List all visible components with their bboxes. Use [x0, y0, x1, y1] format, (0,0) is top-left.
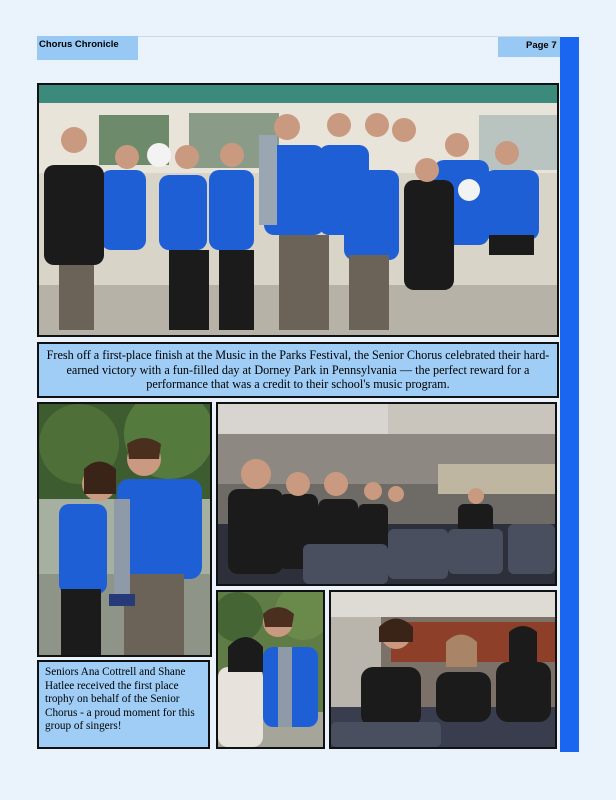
- photo-auditorium-seated-chorus: [216, 402, 557, 586]
- sidebar-accent-bar: [560, 37, 579, 752]
- main-caption: Fresh off a first-place finish at the Music in the Parks Festival, the Senior Chorus celebrated their hard-earned victory with a fun-filled day at Dorney Park in Pennsylvania — the perfect reward for a performance that was a credit to their school's music program.: [37, 342, 559, 398]
- photo-group-at-park: [37, 83, 559, 337]
- photo-seniors-with-trophy: [37, 402, 212, 657]
- seniors-caption: Seniors Ana Cottrell and Shane Hatlee received the first place trophy on behalf of the Senior Chorus - a proud moment for this group of singers!: [37, 660, 210, 749]
- page-number: Page 7: [498, 37, 560, 57]
- photo-seniors-trophy-closeup: [216, 590, 325, 749]
- publication-title: Chorus Chronicle: [37, 36, 138, 60]
- photo-auditorium-closeup: [329, 590, 557, 749]
